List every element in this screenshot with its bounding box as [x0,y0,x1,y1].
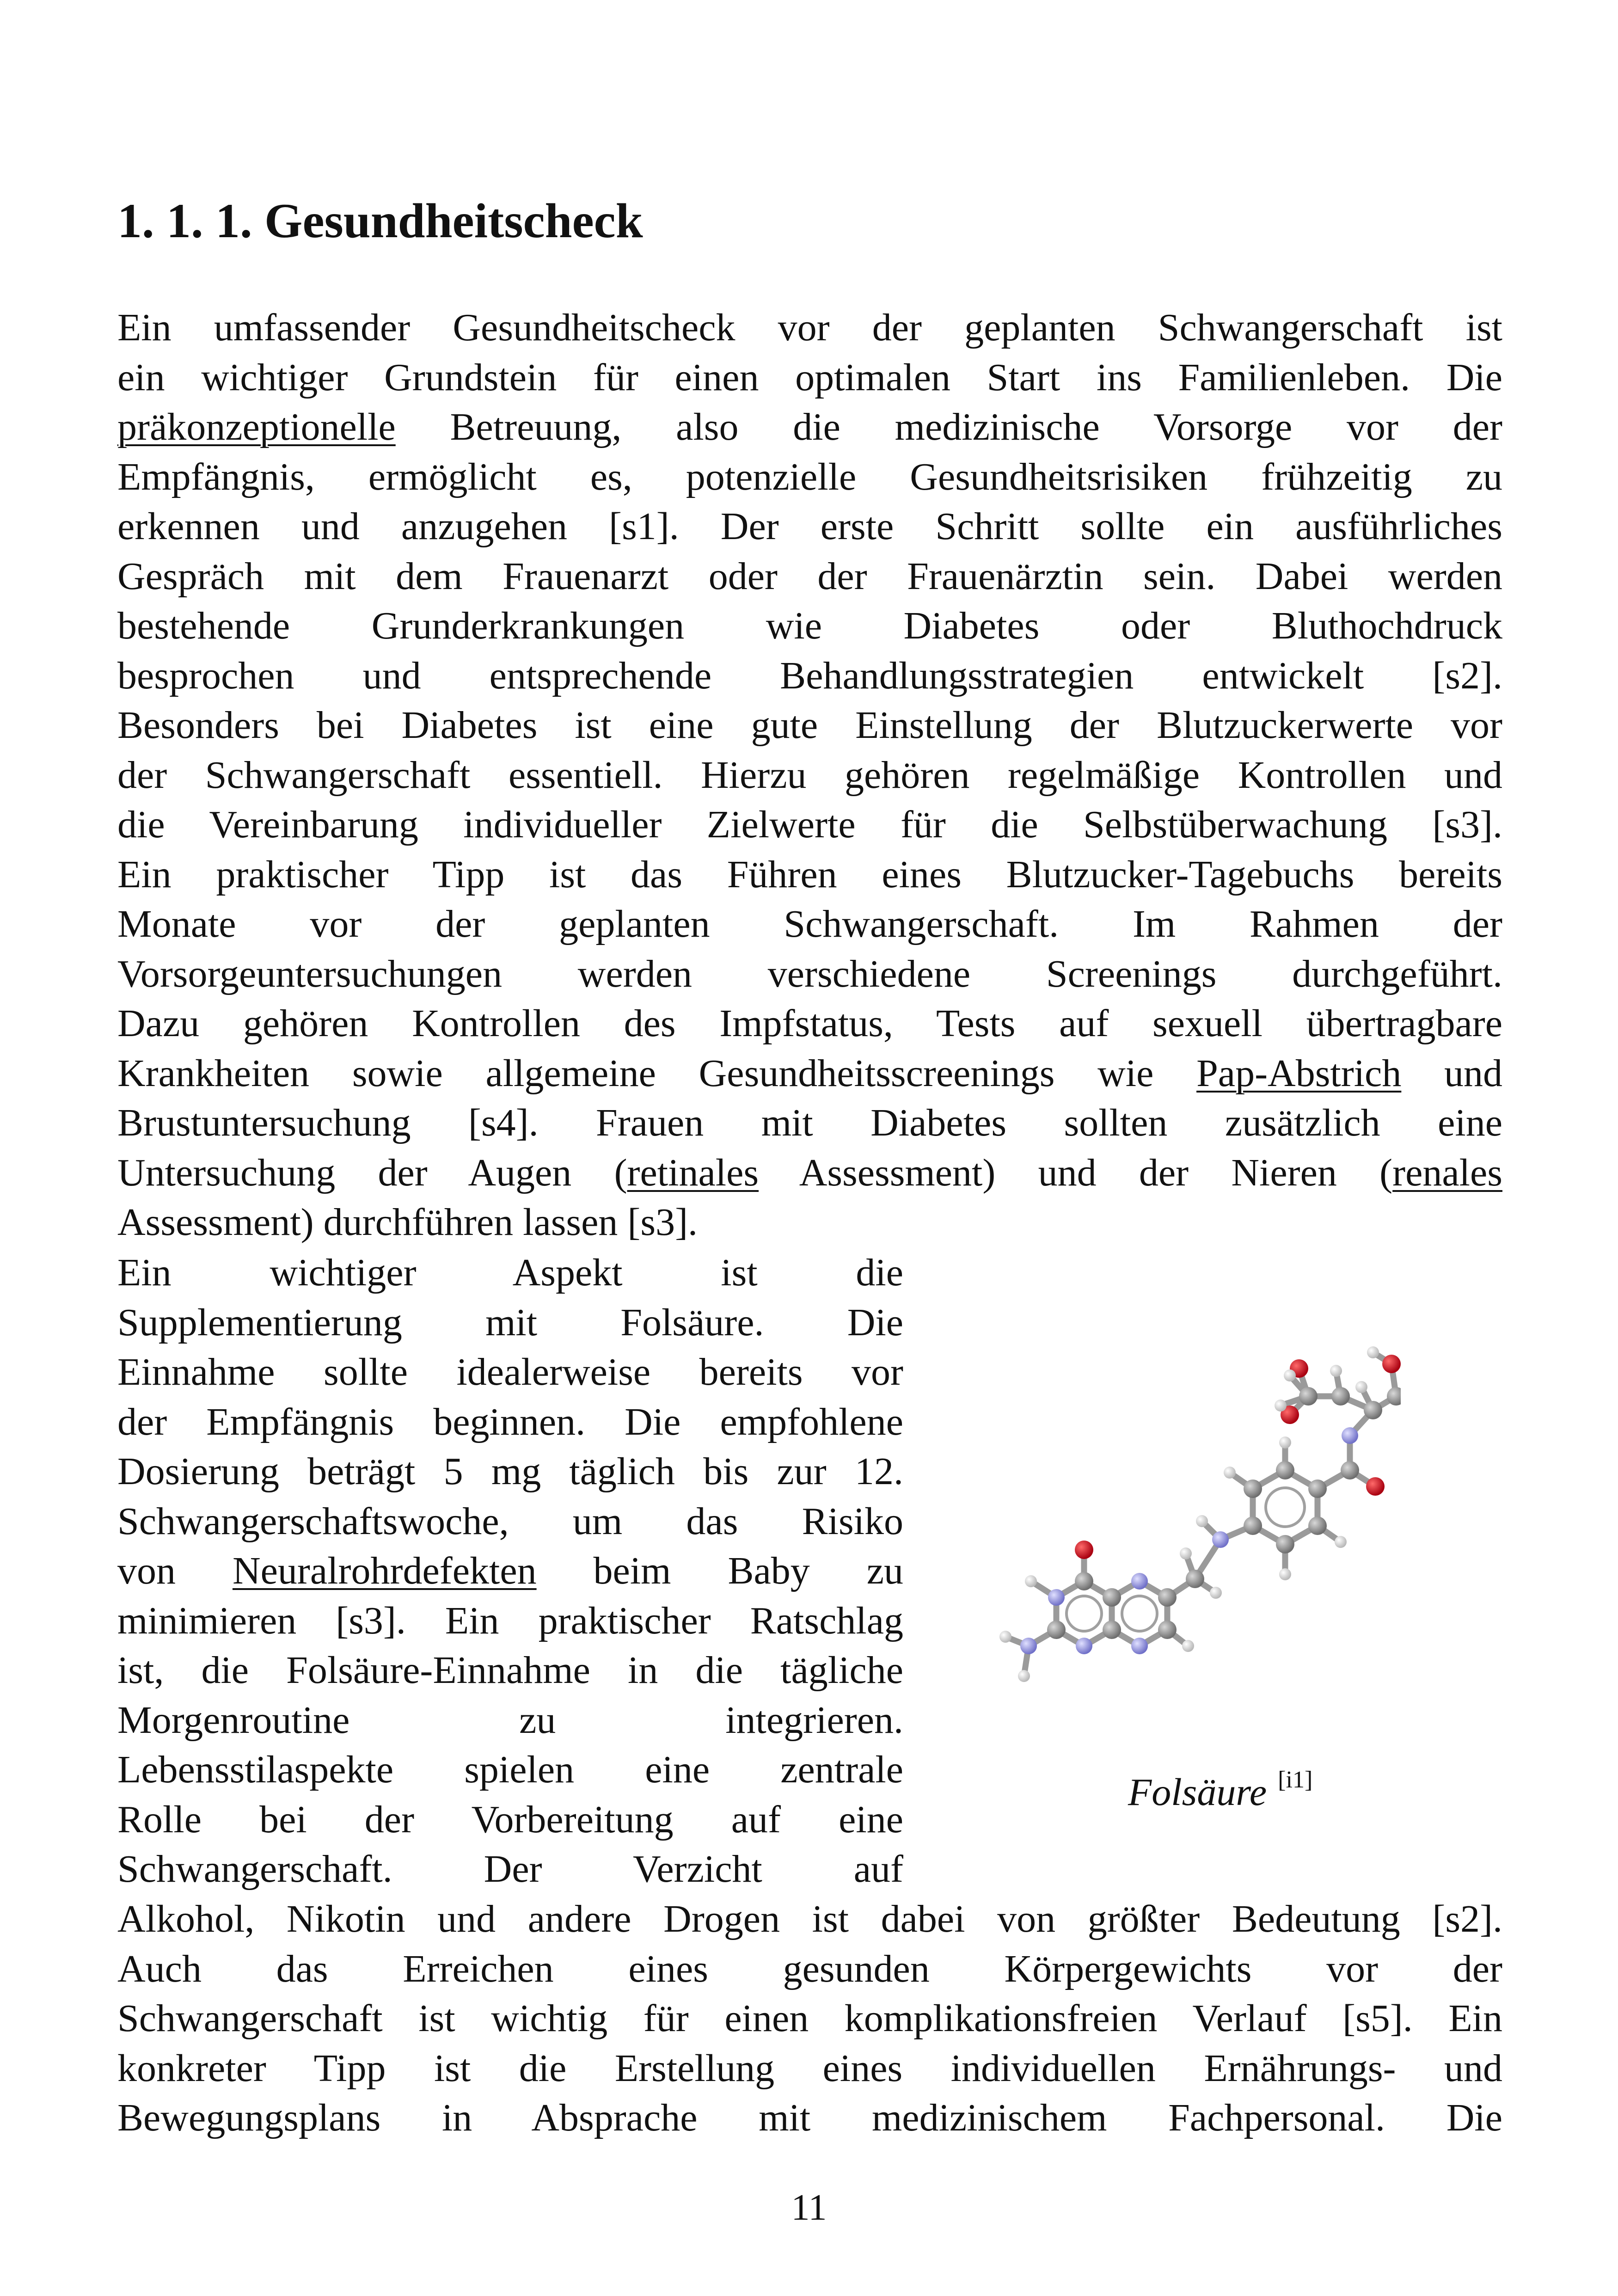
hydrogen-atom [1284,1369,1296,1381]
text-line: Einnahme sollte idealerweise bereits vor [117,1351,903,1394]
hydrogen-atom [1279,1437,1291,1449]
text-line: konkreter Tipp ist die Erstellung eines individuellen Ernährungs- und [117,2046,1502,2090]
text-line: Morgenroutine zu integrieren. [117,1698,903,1742]
text-line: Dazu gehören Kontrollen des Impfstatus, Tests auf sexuell übertragbare [117,1002,1502,1045]
text-line: Vorsorgeuntersuchungen werden verschiedene Screenings durchgeführt. [117,952,1502,995]
text-line: Bewegungsplans in Absprache mit medizinischem Fachpersonal. Die [117,2096,1502,2139]
text-line: Supplementierung mit Folsäure. Die [117,1301,903,1344]
aromatic-ring [1122,1596,1157,1631]
text-line: Alkohol, Nikotin und andere Drogen ist dabei von größter Bedeutung [s2]. [117,1897,1502,1940]
carbon-atom [1244,1480,1262,1498]
hydrogen-atom [1196,1515,1208,1527]
text-line: Gespräch mit dem Frauenarzt oder der Frauenärztin sein. Dabei werden [117,554,1502,598]
text-line: Untersuchung der Augen (retinales Assessment) und der Nieren (renales [117,1151,1502,1194]
hydrogen-atom [1279,1568,1291,1580]
text-line: von Neuralrohrdefekten beim Baby zu [117,1549,903,1592]
carbon-atom [1308,1516,1327,1535]
paragraph-folic-acid [117,1248,903,1894]
carbon-atom [1299,1387,1318,1406]
nitrogen-atom [1131,1573,1148,1590]
carbon-atom [1244,1516,1262,1535]
nitrogen-atom [1076,1638,1092,1654]
text-line: präkonzeptionelle Betreuung, also die medizinische Vorsorge vor der [117,405,1502,448]
text-line: Rolle bei der Vorbereitung auf eine [117,1798,903,1841]
text-line: Schwangerschaft. Der Verzicht auf [117,1848,903,1891]
underlined-term: präkonzeptionelle [117,405,396,448]
underlined-term: renales [1392,1151,1502,1194]
text-line: Auch das Erreichen eines gesunden Körpergewichts vor der [117,1947,1502,1990]
caption-reference: [i1] [1278,1767,1313,1793]
text-line: Lebensstilaspekte spielen eine zentrale [117,1748,903,1791]
text-line: Assessment) durchführen lassen [s3]. [117,1201,698,1244]
text-line: Ein umfassender Gesundheitscheck vor der geplanten Schwangerschaft ist [117,306,1502,349]
oxygen-atom [1075,1541,1093,1559]
text-line: Besonders bei Diabetes ist eine gute Einstellung der Blutzuckerwerte vor [117,704,1502,747]
caption-text: Folsäure [1128,1771,1267,1814]
hydrogen-atom [1367,1346,1379,1358]
text-line: Monate vor der geplanten Schwangerschaft. Im Rahmen der [117,902,1502,945]
text-line: Brustuntersuchung [s4]. Frauen mit Diabetes sollten zusätzlich eine [117,1101,1502,1144]
hydrogen-atom [1224,1467,1236,1479]
text-line: der Schwangerschaft essentiell. Hierzu gehören regelmäßige Kontrollen und [117,753,1502,797]
hydrogen-atom [1275,1400,1287,1412]
paragraph-lifestyle [117,1894,1502,2143]
carbon-atom [1341,1461,1359,1480]
hydrogen-atom [1182,1640,1194,1652]
carbon-atom [1047,1621,1066,1639]
carbon-atom [1308,1480,1327,1498]
section-heading: 1. 1. 1. Gesundheitscheck [117,194,643,248]
text-line: der Empfängnis beginnen. Die empfohlene [117,1400,903,1443]
hydrogen-atom [1018,1670,1030,1682]
nitrogen-atom [1048,1589,1065,1606]
hydrogen-atom [1025,1575,1037,1587]
text-line: die Vereinbarung individueller Zielwerte für die Selbstüberwachung [s3]. [117,803,1502,846]
text-line: bestehende Grunderkrankungen wie Diabetes oder Bluthochdruck [117,604,1502,647]
hydrogen-atom [999,1631,1011,1643]
carbon-atom [1276,1535,1294,1553]
folic-acid-molecule-image [962,1276,1401,1729]
text-line: erkennen und anzugehen [s1]. Der erste Schritt sollte ein ausführliches [117,505,1502,548]
text-line: Schwangerschaftswoche, um das Risiko [117,1499,903,1543]
text-line: Krankheiten sowie allgemeine Gesundheitsscreenings wie Pap-Abstrich und [117,1051,1502,1095]
text-line: Ein praktischer Tipp ist das Führen eines Blutzucker-Tagebuchs bereits [117,853,1502,896]
text-line: Empfängnis, ermöglicht es, potenzielle Gesundheitsrisiken frühzeitig zu [117,455,1502,498]
carbon-atom [1331,1387,1350,1406]
figure-caption [1128,1766,1312,1815]
hydrogen-atom [1335,1536,1347,1548]
text-line: Schwangerschaft ist wichtig für einen komplikationsfreien Verlauf [s5]. Ein [117,1997,1502,2040]
hydrogen-atom [1210,1587,1222,1599]
carbon-atom [1364,1401,1382,1419]
carbon-atom [1276,1461,1294,1480]
nitrogen-atom [1131,1638,1148,1654]
nitrogen-atom [1342,1427,1358,1444]
text-line: besprochen und entsprechende Behandlungsstrategien entwickelt [s2]. [117,654,1502,697]
hydrogen-atom [1180,1547,1192,1559]
underlined-term: retinales [627,1151,759,1194]
paragraph-health-check [117,303,1502,1247]
underlined-term: Pap-Abstrich [1196,1051,1402,1095]
text-line: Dosierung beträgt 5 mg täglich bis zur 12. [117,1450,903,1493]
carbon-atom [1186,1570,1204,1588]
aromatic-ring [1266,1488,1305,1527]
carbon-atom [1075,1572,1093,1590]
text-line: Ein wichtiger Aspekt ist die [117,1251,903,1294]
text-line: ein wichtiger Grundstein für einen optimalen Start ins Familienleben. Die [117,356,1502,399]
carbon-atom [1103,1588,1121,1607]
hydrogen-atom [1355,1381,1367,1393]
carbon-atom [1158,1621,1177,1639]
nitrogen-atom [1020,1638,1037,1654]
oxygen-atom [1382,1355,1401,1373]
underlined-term: Neuralrohrdefekten [232,1549,537,1592]
carbon-atom [1103,1621,1121,1639]
hydrogen-atom [1330,1365,1342,1377]
aromatic-ring [1066,1596,1102,1631]
text-line: ist, die Folsäure-Einnahme in die tägliche [117,1649,903,1692]
text-line: minimieren [s3]. Ein praktischer Ratschlag [117,1599,903,1642]
page-number: 11 [791,2187,827,2228]
nitrogen-atom [1212,1531,1229,1548]
carbon-atom [1158,1588,1177,1607]
oxygen-atom [1366,1477,1385,1496]
